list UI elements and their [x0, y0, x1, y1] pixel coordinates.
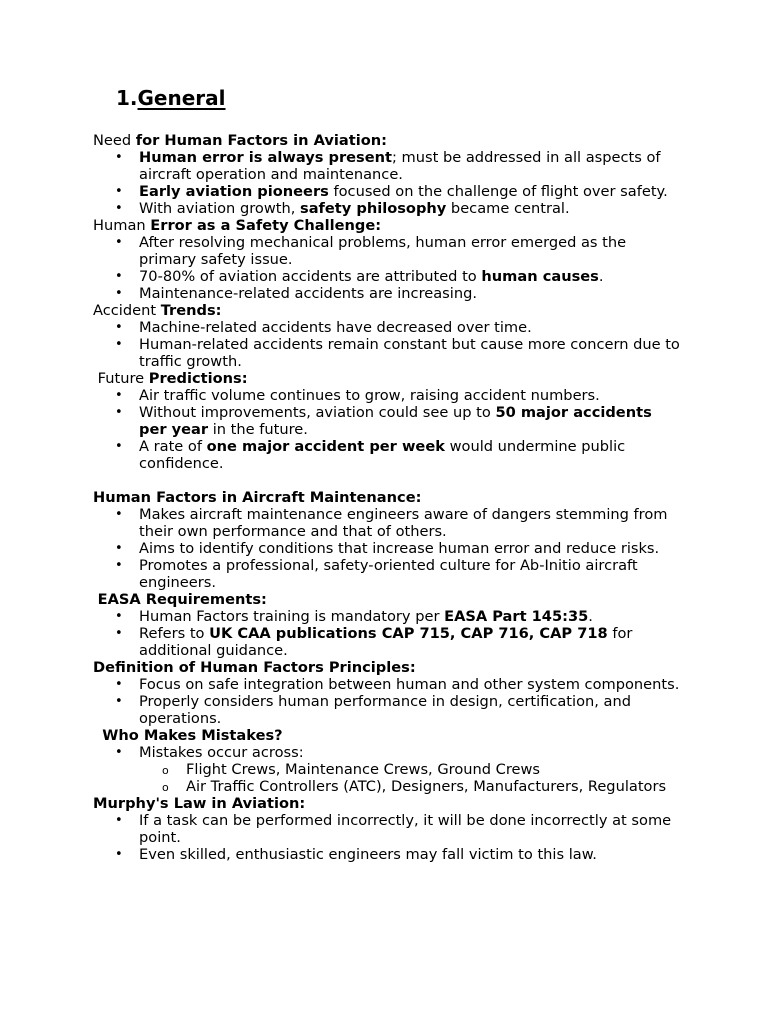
list-item: • Properly considers human performance in design, certification, and operations.	[139, 693, 683, 727]
section-heading: Need for Human Factors in Aviation:	[93, 132, 387, 149]
list-item: • Makes aircraft maintenance engineers aware of dangers stemming from their own performance and that of others.	[139, 506, 683, 540]
sub-bullet-list	[139, 761, 683, 795]
bullet-list	[93, 319, 683, 370]
bullet-list	[93, 387, 683, 472]
list-item: • Mistakes occur across: o Flight Crews, Maintenance Crews, Ground Crews o Air Traffic Controllers (ATC), Designers, Manufacturers, Regulators	[139, 744, 683, 795]
section-heading: Definition of Human Factors Principles:	[93, 659, 416, 676]
list-item: • Human error is always present; must be addressed in all aspects of aircraft operation and maintenance.	[139, 149, 683, 183]
list-item: • After resolving mechanical problems, human error emerged as the primary safety issue.	[139, 234, 683, 268]
sub-list-item: o Air Traffic Controllers (ATC), Designers, Manufacturers, Regulators	[186, 778, 683, 795]
bullet-list	[93, 608, 683, 659]
list-item: • A rate of one major accident per week would undermine public confidence.	[139, 438, 683, 472]
list-item: • Early aviation pioneers focused on the challenge of flight over safety.	[139, 183, 683, 200]
section-heading: Human Error as a Safety Challenge:	[93, 217, 382, 234]
list-item: • Human-related accidents remain constant but cause more concern due to traffic growth.	[139, 336, 683, 370]
list-item: • If a task can be performed incorrectly, it will be done incorrectly at some point.	[139, 812, 683, 846]
bullet-list	[93, 676, 683, 727]
bullet-list	[93, 744, 683, 795]
document-body	[93, 132, 683, 863]
section-heading: Murphy's Law in Aviation:	[93, 795, 306, 812]
list-item: • Without improvements, aviation could see up to 50 major accidents per year in the future.	[139, 404, 683, 438]
section-heading: Human Factors in Aircraft Maintenance:	[93, 489, 422, 506]
list-item: • Aims to identify conditions that increase human error and reduce risks.	[139, 540, 683, 557]
list-item: • Promotes a professional, safety-oriented culture for Ab-Initio aircraft engineers.	[139, 557, 683, 591]
section-heading: Accident Trends:	[93, 302, 222, 319]
list-item: • Even skilled, enthusiastic engineers may fall victim to this law.	[139, 846, 683, 863]
title-text: General	[137, 86, 226, 110]
bullet-list	[93, 506, 683, 591]
list-item: • Focus on safe integration between human and other system components.	[139, 676, 683, 693]
section-heading: Future Predictions:	[93, 370, 248, 387]
sub-list-item: o Flight Crews, Maintenance Crews, Ground Crews	[186, 761, 683, 778]
section-heading: EASA Requirements:	[97, 591, 267, 608]
section-heading: Who Makes Mistakes?	[102, 727, 283, 744]
list-item: • Human Factors training is mandatory per EASA Part 145:35.	[139, 608, 683, 625]
bullet-list	[93, 812, 683, 863]
bullet-list	[93, 149, 683, 217]
list-item: • With aviation growth, safety philosophy became central.	[139, 200, 683, 217]
list-item: • Machine-related accidents have decreased over time.	[139, 319, 683, 336]
list-item: • Air traffic volume continues to grow, raising accident numbers.	[139, 387, 683, 404]
title-number: 1.	[116, 86, 138, 110]
list-item: • Maintenance-related accidents are increasing.	[139, 285, 683, 302]
list-item: • 70-80% of aviation accidents are attributed to human causes.	[139, 268, 683, 285]
spacer	[93, 472, 683, 489]
page-title	[116, 86, 226, 110]
bullet-list	[93, 234, 683, 302]
list-item: • Refers to UK CAA publications CAP 715, CAP 716, CAP 718 for additional guidance.	[139, 625, 683, 659]
